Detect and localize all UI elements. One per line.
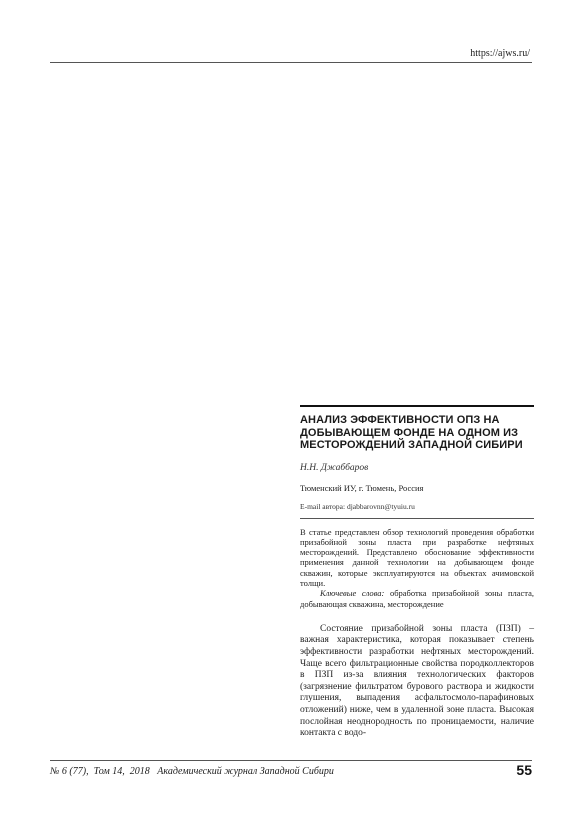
author-affiliation: Тюменский ИУ, г. Тюмень, Россия bbox=[300, 482, 424, 493]
author-email: djabbarovnn@tyuiu.ru bbox=[346, 501, 415, 511]
page-number: 55 bbox=[516, 762, 532, 778]
header-divider bbox=[50, 62, 532, 63]
article-author: Н.Н. Джаббаров bbox=[300, 462, 369, 473]
abstract-divider bbox=[300, 518, 534, 519]
article-title: АНАЛИЗ ЭФФЕКТИВНОСТИ ОПЗ НА ДОБЫВАЮЩЕМ ФОНДЕ НА ОДНОМ ИЗ МЕСТОРОЖДЕНИЙ ЗАПАДНОЙ СИБИРИ bbox=[300, 414, 523, 451]
keywords-paragraph bbox=[300, 588, 534, 609]
journal-issue-info: № 6 (77), Том 14, 2018 Академический журнал Западной Сибири bbox=[50, 766, 334, 777]
email-label: E-mail автора: bbox=[300, 501, 347, 511]
abstract-text: В статье представлен обзор технологий проведения обработки призабойной зоны пласта при разработке нефтяных месторождений. Представлено обоснование эффективности применения данной технологии на добывающем фонде скважин, которые эксплуатируются на объектах ачимовской толщи. bbox=[300, 526, 534, 588]
footer-divider bbox=[50, 760, 532, 761]
keywords-label: Ключевые слова: bbox=[320, 588, 385, 599]
title-divider bbox=[300, 405, 534, 407]
keywords-text: обработка призабойной зоны пласта, добывающая скважина, месторождение bbox=[300, 588, 534, 609]
article-column bbox=[300, 405, 534, 740]
author-email-line bbox=[300, 502, 534, 511]
journal-url: https://ajws.ru/ bbox=[470, 48, 530, 59]
body-paragraph: Состояние призабойной зоны пласта (ПЗП) – важная характеристика, которая показывает степень эффективности разработки нефтяных месторождений. Чаще всего фильтрационные свойства породколлекторов в ПЗП из-за влияния технологических факторов (загрязнение фильтратом бурового раствора и жидкости глушения, выпадения асфальтосмоло-парафиновых отложений) ниже, чем в удаленной зоне пласта. Высокая послойная неоднородность по проницаемости, наличие контакта с водо- bbox=[300, 623, 534, 739]
